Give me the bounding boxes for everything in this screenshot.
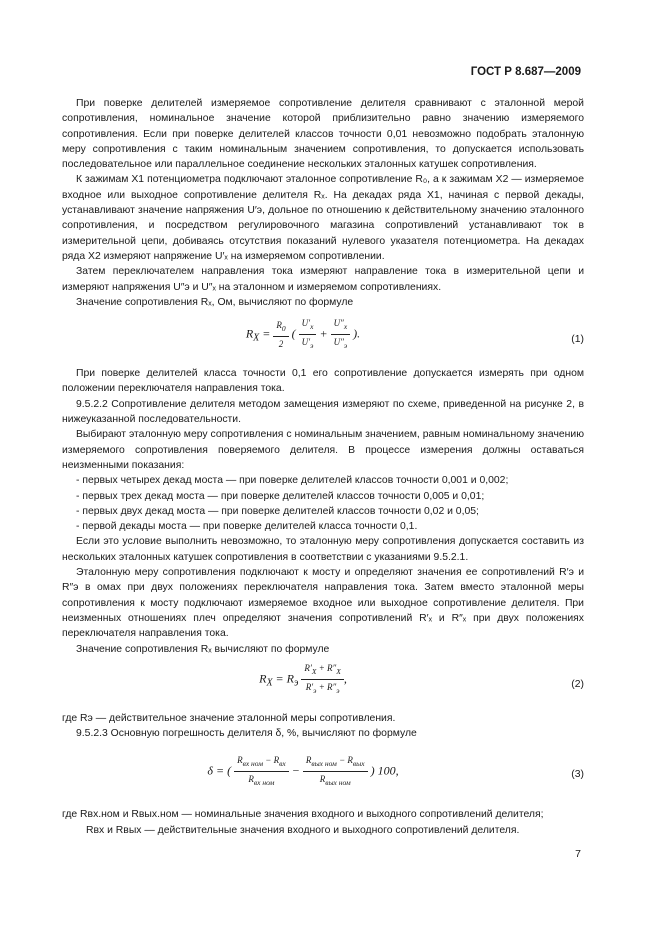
paragraph: При поверке делителей класса точности 0,1 его сопротивление допускается измерять при одном положении переключателя направления тока. [62, 368, 584, 395]
formula-2 [62, 661, 584, 711]
paragraph: Эталонную меру сопротивления подключают к мосту и определяют значения ее сопротивлений R′э и R″э в омах при двух положениях переключателя направления тока. Затем вместо эталонной меры сопротивления к мосту подключают измеряемое входное или выходное сопротивление делителя. При неизменных отношениях плеч определяют значения сопротивлений R′ₓ и R″ₓ при двух положениях переключателя направления тока. [62, 567, 584, 640]
paragraph: Если это условие выполнить невозможно, то эталонную меру сопротивления допускается составить из нескольких эталонных катушек сопротивления в соответствии с указаниями 9.5.2.1. [62, 536, 584, 563]
formula-1-number: (1) [571, 334, 584, 346]
formula-3-expression: δ = ( $\frac{R_{вх ном} - R_{вх}}{R_{вх ном}}$ − $\frac{R_{вых ном} - R_{вых}}{R_{вых ном}}$ ) 100, [207, 755, 399, 788]
formula-2-expression: $R_X = R_э$ $\frac{R'_X + R''_X}{R'_э + R''_э}$ , [259, 662, 347, 695]
formula-1 [62, 316, 584, 366]
paragraph: где Rэ — действительное значение эталонной меры сопротивления. [62, 712, 396, 724]
paragraph: Выбирают эталонную меру сопротивления с номинальным значением, равным номинальному значению измеряемого сопротивления поверяемого делителя. В процессе измерения должны оставаться неизменными показания: [62, 429, 584, 471]
paragraph: К зажимам Х1 потенциометра подключают эталонное сопротивление R₀, а к зажимам Х2 — измеряемое входное или выходное сопротивление делителя Rₓ. На декадах ряда Х1, начиная с первой декады, устанавливают значение напряжения U′э, дольное по отношению к действительному значению эталонного сопротивления, и посредством регулировочного магазина сопротивлений устанавливают ток в измерительной цепи, добиваясь отсутствия показаний нулевого указателя потенциометра. На декадах ряда Х2 измеряют напряжение U′ₓ на измеряемом сопротивлении. [62, 174, 584, 262]
paragraph: Значение сопротивления Rₓ вычисляют по формуле [76, 643, 330, 655]
page-number: 7 [575, 848, 581, 860]
paragraph: 9.5.2.2 Сопротивление делителя методом замещения измеряют по схеме, приведенной на рисунке 2, в нижеуказанной последовательности. [62, 398, 584, 426]
list-item: - первых двух декад моста — при поверке делителей классов точности 0,02 и 0,05; [76, 505, 479, 517]
list-item: - первых четырех декад моста — при поверке делителей классов точности 0,001 и 0,002; [76, 475, 509, 487]
formula-3-number: (3) [571, 769, 584, 781]
paragraph: Значение сопротивления Rₓ, Ом, вычисляют по формуле [76, 296, 354, 308]
list-item: - первых трех декад моста — при поверке делителей классов точности 0,005 и 0,01; [76, 490, 485, 502]
document-body [62, 96, 584, 838]
document-header: ГОСТ Р 8.687—2009 [470, 66, 581, 78]
formula-1-expression: $R_X$ = $\frac{R_0}{2}$ ( $\frac{U'_x}{U'_э}$ + $\frac{U''_x}{U''_э}$ ). [245, 318, 361, 351]
paragraph: При поверке делителей измеряемое сопротивление делителя сравнивают с эталонной мерой сопротивления, номинальное значение которой приблизительно равно значению измеряемого сопротивления. Если при поверке делителей классов точности 0,01 невозможно подобрать эталонную меру сопротивления с таким номинальным значением сопротивления, то допускается использовать последовательное или параллельное соединение нескольких эталонных катушек сопротивления. [62, 98, 584, 171]
paragraph: где Rвх.ном и Rвых.ном — номинальные значения входного и выходного сопротивлений делителя; [62, 809, 544, 821]
paragraph: 9.5.2.3 Основную погрешность делителя δ, %, вычисляют по формуле [76, 728, 417, 740]
list-item: - первой декады моста — при поверке делителей класса точности 0,1. [76, 521, 418, 533]
paragraph: Rвх и Rвых — действительные значения входного и выходного сопротивлений делителя. [86, 824, 520, 836]
formula-2-number: (2) [571, 678, 584, 690]
paragraph: Затем переключателем направления тока измеряют направление тока в измерительной цепи и измеряют напряжения U″э и U″ₓ на эталонном и измеряемом сопротивлениях. [62, 266, 584, 293]
formula-3 [62, 745, 584, 807]
